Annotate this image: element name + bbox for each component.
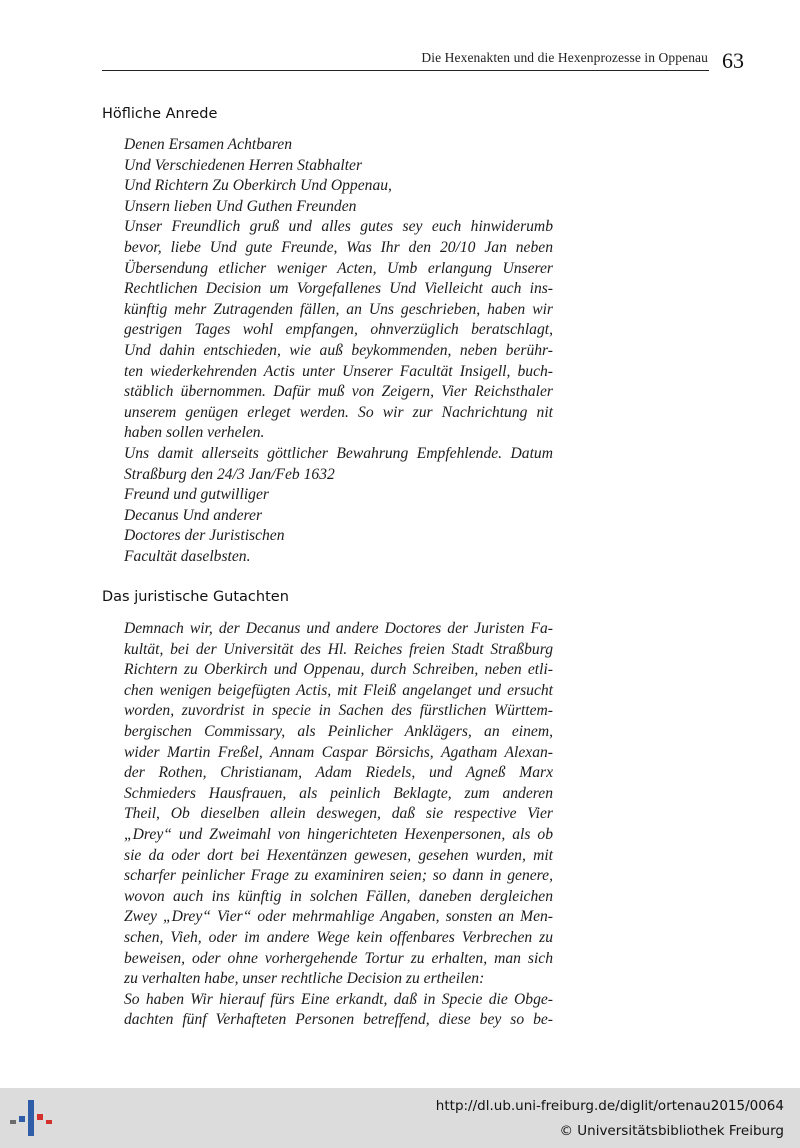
text-line: Doctores der Juristischen xyxy=(124,527,285,545)
text-line: Übersendung etlicher weniger Acten, Umb erlangung Unserer xyxy=(124,259,553,277)
text-line: beweisen, oder ohne vorhergehende Tortur zu erhalten, man sich xyxy=(124,949,553,967)
text-line: Rechtlichen Decision um Vorgefallenes Und Vielleicht auch ins- xyxy=(124,280,553,298)
text-line: Schmieders Hausfrauen, als peinlich Beklagte, zum anderen xyxy=(124,784,553,802)
text-line: Decanus Und anderer xyxy=(124,506,263,524)
text-line: Unser Freundlich gruß und alles gutes sey euch hinwiderumb xyxy=(124,218,553,236)
text-line: worden, zuvordrist in specie in Sachen des fürstlichen Württem- xyxy=(124,702,553,720)
text-line: „Drey“ und Zweimahl von hingerichteten Hexenpersonen, als ob xyxy=(124,825,553,843)
header-rule xyxy=(102,70,709,71)
text-line: wider Martin Freßel, Annam Caspar Börsichs, Agatham Alexan- xyxy=(124,743,553,761)
text-line: stäblich übernommen. Dafür muß von Zeigern, Vier Reichsthaler xyxy=(124,383,553,401)
ub-freiburg-logo-icon xyxy=(10,1096,54,1140)
text-line: Denen Ersamen Achtbaren xyxy=(124,136,293,153)
text-line: Richtern zu Oberkirch und Oppenau, durch Schreiben, neben etli- xyxy=(124,661,553,679)
page-number: 63 xyxy=(722,48,744,73)
text-line: kultät, bei der Universität des Hl. Reiches freien Stadt Straßburg xyxy=(124,640,553,658)
running-title: Die Hexenakten und die Hexenprozesse in Oppenau xyxy=(421,50,708,65)
section-title-gutachten: Das juristische Gutachten xyxy=(102,589,289,605)
text-line: bevor, liebe Und gute Freunde, Was Ihr den 20/10 Jan neben xyxy=(124,238,553,256)
text-line: der Rothen, Christianam, Adam Riedels, und Agneß Marx xyxy=(124,764,553,782)
text-line: Unsern lieben Und Guthen Freunden xyxy=(124,197,357,215)
letter-text-block xyxy=(124,135,553,567)
text-line: Zwey „Drey“ Vier“ oder mehrmahlige Angaben, sonsten an Men- xyxy=(124,908,553,926)
footer-bar xyxy=(0,1088,800,1148)
text-line: chen wenigen beigefügten Actis, mit Fleiß angelanget und ersucht xyxy=(124,681,553,699)
text-line: unserem genügen erleget werden. So wir zur Nachrichtung nit xyxy=(124,403,553,421)
text-line: Demnach wir, der Decanus und andere Doctores der Juristen Fa- xyxy=(124,620,553,637)
text-line: wovon auch ins künftig in solchen Fällen, daneben dergleichen xyxy=(124,887,553,905)
text-line: schen, Vieh, oder im andere Wege kein offenbares Verbrechen zu xyxy=(124,928,553,946)
text-line: bergischen Commissary, als Peinlicher Anklägers, an einem, xyxy=(124,722,553,740)
text-line: So haben Wir hierauf fürs Eine erkandt, daß in Specie die Obge- xyxy=(124,990,553,1008)
text-line: Uns damit allerseits göttlicher Bewahrung Empfehlende. Datum xyxy=(124,444,553,462)
text-line: Straßburg den 24/3 Jan/Feb 1632 xyxy=(124,465,335,483)
text-line: Theil, Ob dieselben allein deswegen, daß sie respective Vier xyxy=(124,805,553,823)
opinion-text-block xyxy=(124,619,553,1031)
text-line: Freund und gutwilliger xyxy=(124,486,269,504)
text-line: Facultät daselbsten. xyxy=(124,547,251,565)
text-line: Und Verschiedenen Herren Stabhalter xyxy=(124,156,363,174)
text-line: zu verhalten habe, unser rechtliche Decision zu ertheilen: xyxy=(124,970,485,988)
text-line: künftig mehr Zutragenden fällen, an Uns geschrieben, haben wir xyxy=(124,300,553,318)
text-line: scharfer peinlicher Frage zu examiniren seien; so dann in genere, xyxy=(124,867,553,885)
text-line: ten wiederkehrenden Actis unter Unserer Facultät Insigell, buch- xyxy=(124,362,553,380)
text-line: haben sollen verhelen. xyxy=(124,424,265,442)
text-line: sie da oder dort bei Hexentänzen gewesen, gesehen wurden, mit xyxy=(124,846,553,864)
text-line: Und dahin entschieden, wie auß beykommenden, neben berühr- xyxy=(124,341,553,359)
copyright-notice: © Universitätsbibliothek Freiburg xyxy=(559,1123,784,1139)
section-title-anrede: Höfliche Anrede xyxy=(102,106,218,122)
text-line: Und Richtern Zu Oberkirch Und Oppenau, xyxy=(124,177,392,195)
text-line: gestrigen Tages wohl empfangen, ohnverzüglich beratschlagt, xyxy=(124,321,553,339)
source-url-link[interactable]: http://dl.ub.uni-freiburg.de/diglit/ortenau2015/0064 xyxy=(435,1098,784,1114)
text-line: dachten fünf Verhafteten Personen betreffend, diese bey so be- xyxy=(124,1011,553,1029)
